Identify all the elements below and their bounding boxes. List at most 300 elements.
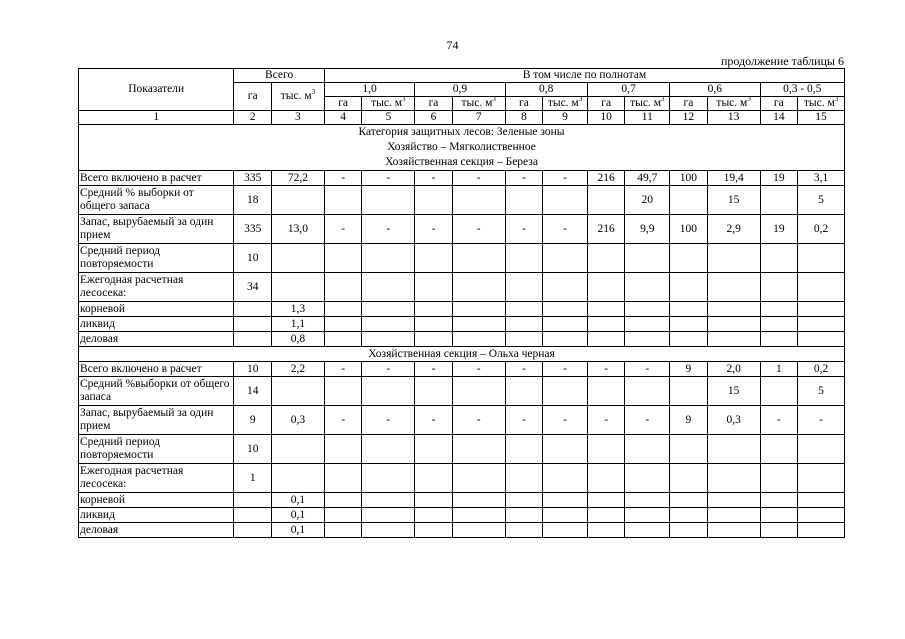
unit-volume-superscript: 3 [311,88,316,97]
unit-area-header: га [505,97,543,111]
data-cell [362,464,415,493]
data-cell [234,332,272,347]
data-cell [760,332,798,347]
data-cell: 13,0 [272,215,325,244]
data-cell [452,377,505,406]
unit-area-header: га [415,97,453,111]
data-cell: 0,1 [272,493,325,508]
row-label: корневой [79,302,234,317]
data-cell: - [415,406,453,435]
data-cell [587,317,625,332]
data-cell [505,273,543,302]
data-cell [505,464,543,493]
data-cell [707,244,760,273]
data-cell: 0,2 [798,215,845,244]
data-cell [415,377,453,406]
data-cell [324,493,362,508]
data-cell [505,332,543,347]
data-cell: 15 [707,377,760,406]
data-cell [587,508,625,523]
data-cell [543,377,588,406]
header-density-group: 0,9 [415,83,505,97]
column-number: 10 [587,111,625,125]
unit-volume-header [625,97,670,111]
data-cell [543,244,588,273]
data-cell: - [415,171,453,186]
data-cell: - [505,171,543,186]
data-cell [760,273,798,302]
row-label: Всего включено в расчет [79,362,234,377]
data-cell [415,464,453,493]
data-cell: - [452,215,505,244]
column-number: 7 [452,111,505,125]
data-row [79,186,845,215]
data-cell: 15 [707,186,760,215]
data-cell [543,464,588,493]
data-cell: - [324,215,362,244]
data-cell [625,332,670,347]
data-cell: - [543,215,588,244]
data-cell [543,435,588,464]
column-numbers-row [79,111,845,125]
column-number: 14 [760,111,798,125]
data-cell [760,244,798,273]
data-cell: - [625,362,670,377]
data-cell: - [452,362,505,377]
data-cell: 1,3 [272,302,325,317]
data-cell [798,317,845,332]
data-cell [798,523,845,538]
unit-volume-superscript: 3 [578,96,583,104]
data-cell [670,186,708,215]
row-label: ликвид [79,508,234,523]
data-cell [670,464,708,493]
data-cell [587,273,625,302]
data-cell [362,493,415,508]
data-cell [670,302,708,317]
data-cell [415,186,453,215]
data-cell [415,302,453,317]
data-cell [272,377,325,406]
data-cell: 10 [234,362,272,377]
column-number: 8 [505,111,543,125]
data-cell: - [362,362,415,377]
header-density-group: 1,0 [324,83,414,97]
data-cell [452,508,505,523]
data-cell [543,273,588,302]
data-cell [625,493,670,508]
data-cell [760,508,798,523]
row-label: ликвид [79,317,234,332]
data-cell [324,435,362,464]
row-label: корневой [79,493,234,508]
column-number: 1 [79,111,234,125]
data-cell: - [324,406,362,435]
data-cell [707,523,760,538]
data-cell [625,317,670,332]
unit-volume-label: тыс. м [280,90,312,102]
data-cell [362,377,415,406]
data-cell [362,332,415,347]
data-cell: - [625,406,670,435]
header-density-group: 0,8 [505,83,587,97]
column-number: 4 [324,111,362,125]
data-cell [324,377,362,406]
section-row [79,347,845,362]
data-cell: 5 [798,377,845,406]
column-number: 3 [272,111,325,125]
header-density-group: 0,3 - 0,5 [760,83,844,97]
data-cell [362,302,415,317]
data-cell: 100 [670,171,708,186]
row-label: Средний % выборки от общего запаса [79,186,234,215]
data-cell [587,332,625,347]
data-cell [670,493,708,508]
data-cell [272,244,325,273]
data-cell [505,186,543,215]
data-cell [543,493,588,508]
data-cell: 72,2 [272,171,325,186]
data-cell [707,493,760,508]
unit-volume-header [707,97,760,111]
data-cell: - [505,406,543,435]
data-cell: - [760,406,798,435]
data-row [79,317,845,332]
unit-volume-superscript: 3 [402,96,406,104]
unit-area-header: га [587,97,625,111]
data-cell [670,377,708,406]
data-cell [505,435,543,464]
unit-area-header: га [670,97,708,111]
data-cell: 34 [234,273,272,302]
data-cell [415,317,453,332]
data-cell [324,508,362,523]
data-cell [760,464,798,493]
data-cell: - [543,362,588,377]
data-cell [760,186,798,215]
data-cell [625,302,670,317]
data-cell: 216 [587,215,625,244]
data-cell [324,244,362,273]
unit-area-header: га [760,97,798,111]
data-cell [452,435,505,464]
data-cell [415,508,453,523]
data-cell [707,508,760,523]
unit-volume-superscript: 3 [660,96,665,104]
data-cell [587,523,625,538]
data-cell [452,523,505,538]
data-cell [234,508,272,523]
data-cell: - [362,215,415,244]
column-number: 2 [234,111,272,125]
data-cell [362,186,415,215]
data-cell [707,464,760,493]
data-cell [707,317,760,332]
data-cell [272,464,325,493]
data-cell [670,508,708,523]
data-cell [760,523,798,538]
data-cell [587,464,625,493]
data-cell [587,244,625,273]
row-label: деловая [79,332,234,347]
unit-volume-label: тыс. м [371,97,402,109]
data-row [79,273,845,302]
unit-area-header: га [324,97,362,111]
row-label: Средний %выборки от общего запаса [79,377,234,406]
data-cell: 19 [760,171,798,186]
data-cell [452,273,505,302]
data-cell: 5 [798,186,845,215]
data-cell: 0,8 [272,332,325,347]
data-cell [452,464,505,493]
column-number: 6 [415,111,453,125]
data-cell: 216 [587,171,625,186]
data-cell [362,508,415,523]
data-cell [543,317,588,332]
data-cell [587,302,625,317]
data-row [79,302,845,317]
data-cell [324,273,362,302]
unit-volume-superscript: 3 [747,96,751,104]
data-cell [505,493,543,508]
data-cell: 20 [625,186,670,215]
data-cell [798,332,845,347]
data-cell [505,244,543,273]
data-cell [670,317,708,332]
data-cell [625,464,670,493]
data-cell [324,186,362,215]
data-cell [543,186,588,215]
data-cell [362,317,415,332]
data-cell [798,464,845,493]
data-cell: - [587,362,625,377]
header-density-group: 0,7 [587,83,669,97]
data-cell [505,377,543,406]
data-row [79,215,845,244]
column-number: 13 [707,111,760,125]
data-cell: - [587,406,625,435]
column-number: 15 [798,111,845,125]
data-cell [452,244,505,273]
unit-volume-label: тыс. м [803,97,835,109]
row-label: Запас, вырубаемый за один прием [79,215,234,244]
data-cell [625,244,670,273]
data-cell: 1 [760,362,798,377]
data-cell: 49,7 [625,171,670,186]
data-cell: - [505,215,543,244]
data-cell: - [324,362,362,377]
data-cell [707,302,760,317]
unit-volume-header [362,97,415,111]
data-row [79,523,845,538]
category-row [79,125,845,171]
row-label: Средний период повторяемости [79,244,234,273]
row-label: Ежегодная расчетная лесосека: [79,273,234,302]
data-cell [324,302,362,317]
data-cell [543,302,588,317]
data-cell: 3,1 [798,171,845,186]
data-cell [234,493,272,508]
data-cell [415,493,453,508]
data-cell [362,244,415,273]
data-cell [587,493,625,508]
data-cell [272,186,325,215]
data-cell: - [452,406,505,435]
data-cell [415,523,453,538]
data-cell [670,523,708,538]
row-label: Всего включено в расчет [79,171,234,186]
data-cell [272,273,325,302]
data-cell [234,317,272,332]
data-cell: 335 [234,215,272,244]
data-row [79,406,845,435]
data-cell: - [798,406,845,435]
data-cell: - [415,362,453,377]
data-cell: 1,1 [272,317,325,332]
data-cell: 19 [760,215,798,244]
data-cell [760,377,798,406]
data-cell [505,317,543,332]
data-cell [324,464,362,493]
data-cell [543,523,588,538]
data-cell [415,273,453,302]
unit-volume-header [798,97,845,111]
data-cell: 9 [670,362,708,377]
data-row [79,464,845,493]
data-cell [625,273,670,302]
data-cell [543,508,588,523]
data-cell [798,435,845,464]
data-cell: - [324,171,362,186]
column-number: 11 [625,111,670,125]
data-cell [670,332,708,347]
data-cell [362,523,415,538]
category-heading [79,125,845,171]
data-cell [587,377,625,406]
row-label: Запас, вырубаемый за один прием [79,406,234,435]
category-line: Категория защитных лесов: Зеленые зоны [358,126,565,138]
data-row [79,332,845,347]
unit-volume-label: тыс. м [716,97,748,109]
data-cell [625,377,670,406]
data-row [79,362,845,377]
data-cell: 1 [234,464,272,493]
header-including-by-density: В том числе по полнотам [324,69,844,83]
data-cell [798,302,845,317]
data-cell [452,493,505,508]
data-cell [670,244,708,273]
section-heading: Хозяйственная секция – Ольха черная [79,347,845,362]
data-cell [452,186,505,215]
unit-volume-label: тыс. м [547,97,579,109]
allowable-cut-table [78,68,845,538]
header-indicators: Показатели [79,69,234,111]
data-cell [587,435,625,464]
data-cell [625,523,670,538]
data-cell [452,332,505,347]
data-cell: 2,0 [707,362,760,377]
data-cell: 100 [670,215,708,244]
data-cell: - [543,406,588,435]
data-cell [707,332,760,347]
data-row [79,508,845,523]
data-cell [670,273,708,302]
data-cell: 9 [670,406,708,435]
data-cell [415,435,453,464]
column-number: 9 [543,111,588,125]
data-cell [670,435,708,464]
data-cell [587,186,625,215]
header-total: Всего [234,69,324,83]
unit-volume-superscript: 3 [492,96,496,104]
data-cell [415,244,453,273]
data-cell [415,332,453,347]
data-cell: - [415,215,453,244]
data-cell: 0,3 [272,406,325,435]
data-cell [543,332,588,347]
data-cell: 0,1 [272,508,325,523]
data-cell [505,508,543,523]
data-cell: 9,9 [625,215,670,244]
header-total-ha: га [234,83,272,111]
unit-volume-header [543,97,588,111]
row-label: Ежегодная расчетная лесосека: [79,464,234,493]
data-cell [760,435,798,464]
data-cell: 10 [234,244,272,273]
data-cell [625,508,670,523]
category-line: Хозяйство – Мягколиственное [387,141,536,153]
data-cell [798,244,845,273]
data-cell [362,273,415,302]
row-label: деловая [79,523,234,538]
data-cell: 2,9 [707,215,760,244]
data-cell: - [362,171,415,186]
data-cell [760,493,798,508]
data-cell [234,302,272,317]
data-cell: 2,2 [272,362,325,377]
data-row [79,435,845,464]
unit-volume-label: тыс. м [461,97,493,109]
data-cell [324,523,362,538]
data-row [79,377,845,406]
unit-volume-label: тыс. м [630,97,661,109]
data-cell [452,317,505,332]
data-cell [272,435,325,464]
data-cell [798,493,845,508]
data-cell: 14 [234,377,272,406]
data-cell [324,317,362,332]
unit-volume-superscript: 3 [834,96,839,104]
data-cell [324,332,362,347]
category-line: Хозяйственная секция – Береза [385,156,538,168]
data-row [79,244,845,273]
data-cell: 0,2 [798,362,845,377]
page-number: 74 [446,38,459,52]
data-cell [798,273,845,302]
data-row [79,493,845,508]
data-cell [760,317,798,332]
data-cell: 9 [234,406,272,435]
table-continuation-note: продолжение таблицы 6 [720,54,844,68]
data-cell [362,435,415,464]
data-cell: 335 [234,171,272,186]
data-cell: - [505,362,543,377]
unit-volume-header [272,83,325,111]
data-cell [798,508,845,523]
data-cell [760,302,798,317]
header-row [79,69,845,83]
data-row [79,171,845,186]
